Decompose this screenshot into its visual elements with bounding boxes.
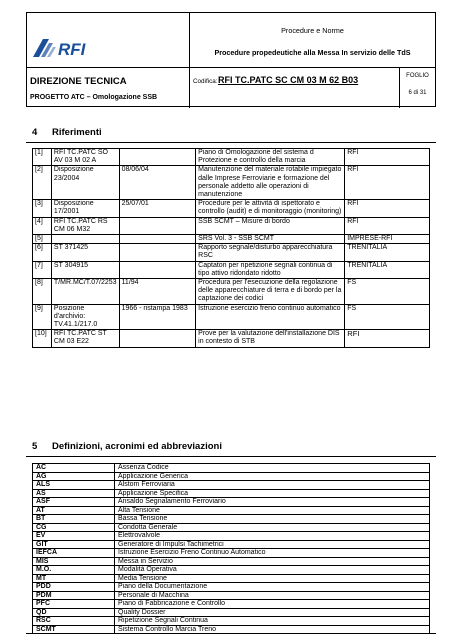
acronym-description: Piano di Fabbricazione e Controllo — [115, 600, 430, 609]
reference-number: [2] — [33, 166, 52, 200]
reference-row — [33, 200, 430, 217]
reference-title: Rapporto segnale/disturbo apparecchiatura RSC — [196, 244, 345, 261]
acronym-code: ALS — [33, 481, 115, 490]
reference-date: 11/94 — [119, 279, 196, 305]
reference-title: Istruzione esercizio freno continuo automatico — [196, 304, 345, 330]
foglio-label: FOGLIO — [406, 73, 429, 79]
acronym-row — [33, 506, 430, 515]
acronym-row — [33, 540, 430, 549]
acronym-code: GIT — [33, 540, 115, 549]
reference-issuer: FS — [345, 279, 430, 305]
reference-row — [33, 235, 430, 244]
reference-issuer: RFI — [345, 330, 430, 347]
logo-cell — [27, 13, 190, 68]
acronym-description: Applicazione Generica — [115, 472, 430, 481]
acronym-row — [33, 591, 430, 600]
acronym-code: RSC — [33, 617, 115, 626]
reference-document: ST 304915 — [51, 261, 119, 278]
reference-document: RFI TC.PATC ST CM 03 E22 — [51, 330, 119, 347]
reference-number: [4] — [33, 217, 52, 234]
acronym-row — [33, 600, 430, 609]
acronym-row — [33, 523, 430, 532]
acronym-row — [33, 532, 430, 541]
section-divider — [26, 456, 436, 457]
acronym-description: Generatore di Impulsi Tachimetrici — [115, 540, 430, 549]
direction-cell — [27, 68, 190, 108]
reference-date — [119, 235, 196, 244]
document-header — [26, 12, 436, 107]
reference-row — [33, 304, 430, 330]
section-4-heading — [32, 127, 102, 138]
foglio-cell — [400, 68, 435, 108]
reference-issuer: RFI — [345, 217, 430, 234]
reference-number: [5] — [33, 235, 52, 244]
reference-row — [33, 330, 430, 347]
reference-number: [7] — [33, 261, 52, 278]
acronym-description: Media Tensione — [115, 574, 430, 583]
svg-text:RFI: RFI — [58, 40, 86, 59]
reference-issuer: IMPRESE-RFI — [345, 235, 430, 244]
acronym-description: Istruzione Esercizio Freno Continuo Automatico — [115, 549, 430, 558]
reference-title: Prove per la valutazione dell'installazione DIS in contesto di STB — [196, 330, 345, 347]
acronym-description: Personale di Macchina — [115, 591, 430, 600]
reference-title: Manutenzione del materiale rotabile impiegato dalle Imprese Ferroviarie e formazione del personale addetto alle operazioni di manutenzione — [196, 166, 345, 200]
acronym-description: Modalità Operativa — [115, 566, 430, 575]
section-title: Definizioni, acronimi ed abbreviazioni — [52, 441, 222, 452]
codifica-cell — [190, 68, 400, 108]
reference-row — [33, 149, 430, 166]
reference-title: Captatori per ripetizione segnali continua di tipo attivo ridondato ridotto — [196, 261, 345, 278]
acronym-code: MIS — [33, 557, 115, 566]
acronym-description: Assenza Codice — [115, 464, 430, 473]
section-number: 5 — [32, 441, 38, 452]
section-number: 4 — [32, 127, 38, 138]
direction-title: DIREZIONE TECNICA — [30, 76, 127, 87]
section-5-heading — [32, 441, 222, 452]
acronym-description: Sistema Controllo Marcia Treno — [115, 625, 430, 634]
foglio-value: 6 di 31 — [408, 90, 427, 96]
acronym-code: CG — [33, 523, 115, 532]
reference-date — [119, 149, 196, 166]
reference-number: [3] — [33, 200, 52, 217]
acronym-code: EV — [33, 532, 115, 541]
reference-row — [33, 261, 430, 278]
acronym-description: Alstom Ferroviaria — [115, 481, 430, 490]
acronym-description: Ripetizione Segnali Continua — [115, 617, 430, 626]
reference-document: Posizione d'archivio: TV.41.1/217.0 — [51, 304, 119, 330]
procedure-subtitle: Procedure propedeutiche alla Messa In servizio delle TdS — [214, 48, 411, 57]
reference-date — [119, 330, 196, 347]
acronyms-table — [32, 463, 430, 634]
reference-document: T/MR.MC/T.07/2253 — [51, 279, 119, 305]
reference-document: ST 371425 — [51, 244, 119, 261]
acronym-row — [33, 472, 430, 481]
reference-row — [33, 217, 430, 234]
acronym-row — [33, 489, 430, 498]
reference-title: Procedure per le attività di ispettorato e controllo (audit) e di monitoraggio (monitoring) — [196, 200, 345, 217]
reference-issuer: RFI — [345, 166, 430, 200]
procedure-cell — [190, 13, 435, 68]
page-footer-rule — [26, 633, 436, 634]
acronym-description: Bassa Tensione — [115, 515, 430, 524]
acronym-code: SCMT — [33, 625, 115, 634]
acronym-row — [33, 574, 430, 583]
acronym-code: ASF — [33, 498, 115, 507]
reference-document: Disposizione 23/2004 — [51, 166, 119, 200]
reference-date — [119, 244, 196, 261]
reference-date: 25/07/01 — [119, 200, 196, 217]
acronym-code: AG — [33, 472, 115, 481]
acronym-code: AS — [33, 489, 115, 498]
reference-title: SSB SCMT – Misure di bordo — [196, 217, 345, 234]
reference-number: [1] — [33, 149, 52, 166]
acronym-row — [33, 566, 430, 575]
reference-date — [119, 261, 196, 278]
acronym-description: Messa in Servizio — [115, 557, 430, 566]
acronym-row — [33, 515, 430, 524]
acronym-description: Ansaldo Segnalamento Ferroviario — [115, 498, 430, 507]
acronym-row — [33, 464, 430, 473]
acronym-code: PDM — [33, 591, 115, 600]
acronym-code: MT — [33, 574, 115, 583]
codifica-label: Codifica: — [193, 78, 218, 85]
reference-issuer: TRENITALIA — [345, 244, 430, 261]
section-title: Riferimenti — [52, 127, 102, 138]
reference-title: Piano di Omologazione del sistema d Protezione e controllo della marcia — [196, 149, 345, 166]
acronym-row — [33, 583, 430, 592]
reference-number: [9] — [33, 304, 52, 330]
acronym-code: PFC — [33, 600, 115, 609]
section-divider — [26, 142, 436, 143]
reference-date: 1966 - ristampa 1983 — [119, 304, 196, 330]
procedure-title: Procedure e Norme — [281, 26, 344, 35]
codifica-value: RFI TC.PATC SC CM 03 M 62 B03 — [218, 75, 359, 85]
acronym-row — [33, 608, 430, 617]
acronym-row — [33, 617, 430, 626]
acronym-code: AC — [33, 464, 115, 473]
acronym-row — [33, 549, 430, 558]
reference-document — [51, 235, 119, 244]
rfi-logo — [31, 33, 111, 63]
reference-issuer: RFI — [345, 200, 430, 217]
acronym-code: BT — [33, 515, 115, 524]
acronym-code: AT — [33, 506, 115, 515]
document-page — [26, 0, 436, 640]
acronym-description: Piano della Documentazione — [115, 583, 430, 592]
acronym-code: PDD — [33, 583, 115, 592]
acronym-row — [33, 498, 430, 507]
reference-title: SRS Vol. 3 - SSB SCMT — [196, 235, 345, 244]
reference-document: Disposizione 17/2001 — [51, 200, 119, 217]
reference-document: RFI TC.PATC SO AV 03 M 02 A — [51, 149, 119, 166]
acronym-description: Condotta Generale — [115, 523, 430, 532]
reference-date: 08/06/04 — [119, 166, 196, 200]
reference-number: [6] — [33, 244, 52, 261]
acronym-code: IEFCA — [33, 549, 115, 558]
reference-issuer: TRENITALIA — [345, 261, 430, 278]
acronym-code: QD — [33, 608, 115, 617]
acronym-description: Applicazione Specifica — [115, 489, 430, 498]
acronym-description: Alta Tensione — [115, 506, 430, 515]
reference-row — [33, 244, 430, 261]
reference-number: [8] — [33, 279, 52, 305]
reference-number: [10] — [33, 330, 52, 347]
reference-row — [33, 279, 430, 305]
acronym-code: M.O. — [33, 566, 115, 575]
reference-date — [119, 217, 196, 234]
reference-title: Procedura per l'esecuzione della regolazione delle apparecchiature di terra e di bordo per la captazione dei codici — [196, 279, 345, 305]
reference-row — [33, 166, 430, 200]
acronym-description: Quality Dossier — [115, 608, 430, 617]
project-title: PROGETTO ATC – Omologazione SSB — [30, 94, 158, 101]
reference-issuer: FS — [345, 304, 430, 330]
acronym-description: Elettrovalvole — [115, 532, 430, 541]
acronym-row — [33, 557, 430, 566]
reference-document: RFI TC.PATC RS CM 06 M32 — [51, 217, 119, 234]
acronym-row — [33, 481, 430, 490]
reference-issuer: RFI — [345, 149, 430, 166]
references-table — [32, 148, 430, 348]
